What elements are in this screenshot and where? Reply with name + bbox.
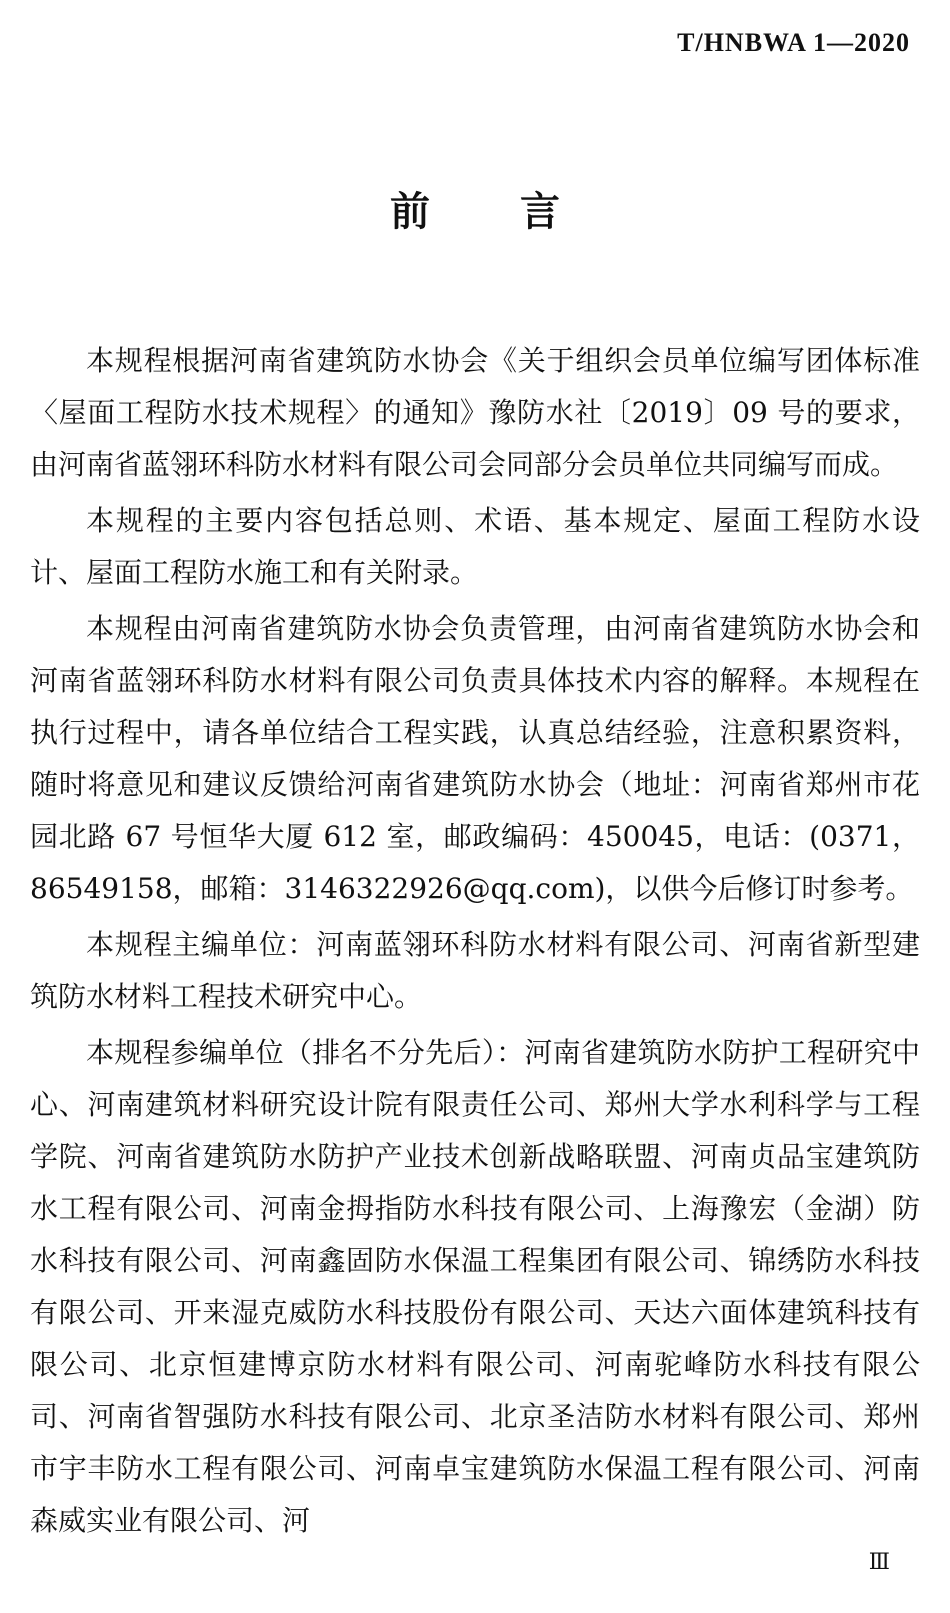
- page-number: Ⅲ: [868, 1549, 890, 1574]
- paragraph-3: 本规程由河南省建筑防水协会负责管理，由河南省建筑防水协会和河南省蓝翎环科防水材料有限公司负责具体技术内容的解释。本规程在执行过程中，请各单位结合工程实践，认真总结经验，注意积累资料，随时将意见和建议反馈给河南省建筑防水协会（地址：河南省郑州市花园北路 67 号恒华大厦 612 室，邮政编码：450045，电话：(0371，86549158，邮箱：3146322926@qq.com)，以供今后修订时参考。: [30, 612, 920, 905]
- paragraph-5: 本规程参编单位（排名不分先后）：河南省建筑防水防护工程研究中心、河南建筑材料研究设计院有限责任公司、郑州大学水利科学与工程学院、河南省建筑防水防护产业技术创新战略联盟、河南贞品宝建筑防水工程有限公司、河南金拇指防水科技有限公司、上海豫宏（金湖）防水科技有限公司、河南鑫固防水保温工程集团有限公司、锦绣防水科技有限公司、开来湿克威防水科技股份有限公司、天达六面体建筑科技有限公司、北京恒建博京防水材料有限公司、河南驼峰防水科技有限公司、河南省智强防水科技有限公司、北京圣洁防水材料有限公司、郑州市宇丰防水工程有限公司、河南卓宝建筑防水保温工程有限公司、河南森威实业有限公司、河: [30, 1036, 920, 1537]
- standard-code: T/HNBWA 1—2020: [677, 28, 910, 57]
- page-title: 前言: [390, 189, 650, 235]
- preface-body: [30, 335, 920, 1551]
- paragraph-4: 本规程主编单位：河南蓝翎环科防水材料有限公司、河南省新型建筑防水材料工程技术研究中心。: [30, 928, 920, 1013]
- paragraph-2: 本规程的主要内容包括总则、术语、基本规定、屋面工程防水设计、屋面工程防水施工和有关附录。: [30, 504, 920, 589]
- paragraph-1: 本规程根据河南省建筑防水协会《关于组织会员单位编写团体标准〈屋面工程防水技术规程〉的通知》豫防水社〔2019〕09 号的要求，由河南省蓝翎环科防水材料有限公司会同部分会员单位共同编写而成。: [30, 344, 920, 481]
